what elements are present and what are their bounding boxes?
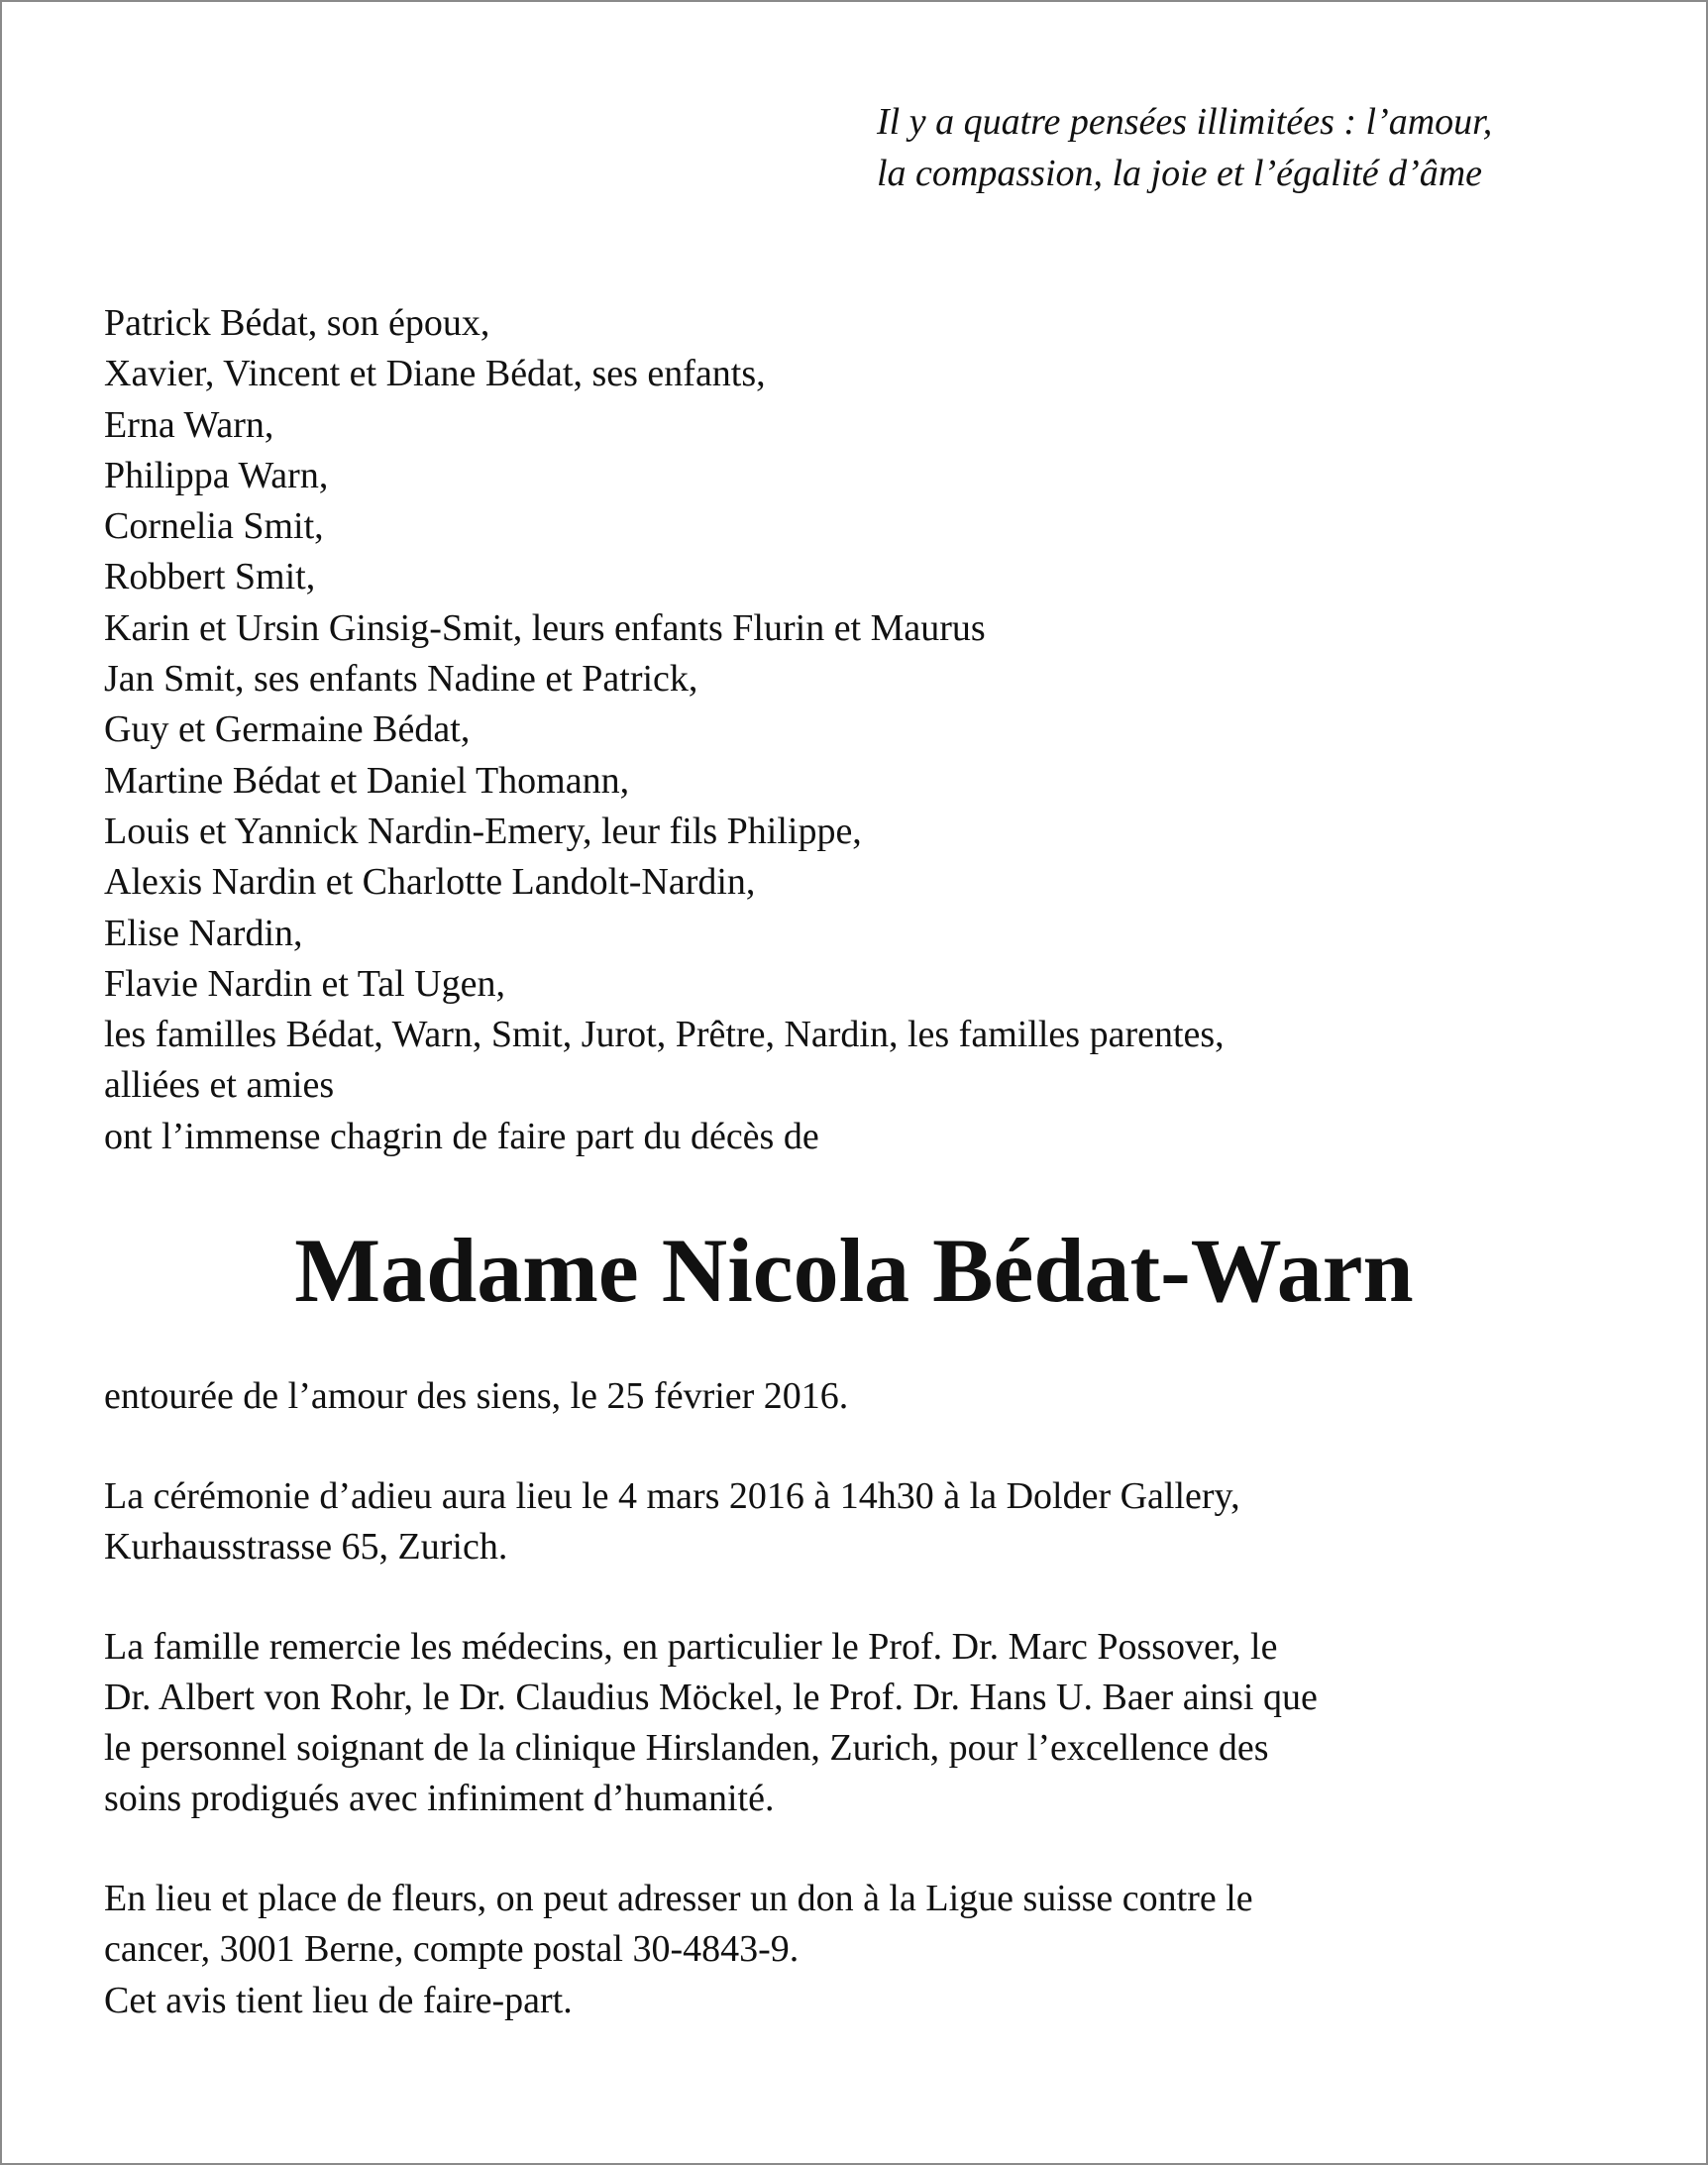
family-line: Guy et Germaine Bédat, xyxy=(104,708,471,751)
epigraph-quote xyxy=(877,96,1659,199)
family-line: alliées et amies xyxy=(104,1064,335,1107)
paragraph-line: soins prodigués avec infiniment d’humanité. xyxy=(104,1778,775,1819)
family-line: Elise Nardin, xyxy=(104,912,303,954)
family-line: Karin et Ursin Ginsig-Smit, leurs enfants Flurin et Maurus xyxy=(104,606,986,649)
paragraph-line: cancer, 3001 Berne, compte postal 30-4843-9. xyxy=(104,1928,800,1970)
family-line: Robbert Smit, xyxy=(104,556,316,598)
paragraph-line: La famille remercie les médecins, en particulier le Prof. Dr. Marc Possover, le xyxy=(104,1626,1278,1668)
family-line: Cornelia Smit, xyxy=(104,505,324,548)
family-line: Patrick Bédat, son époux, xyxy=(104,302,490,344)
paragraph-line: Cet avis tient lieu de faire-part. xyxy=(104,1980,573,2021)
epigraph-line: Il y a quatre pensées illimitées : l’amour, xyxy=(877,101,1493,143)
family-line: Flavie Nardin et Tal Ugen, xyxy=(104,962,506,1005)
family-line: les familles Bédat, Warn, Smit, Jurot, Prêtre, Nardin, les familles parentes, xyxy=(104,1014,1225,1056)
family-line: Erna Warn, xyxy=(104,403,274,446)
family-line: Xavier, Vincent et Diane Bédat, ses enfants, xyxy=(104,353,766,395)
family-line: Alexis Nardin et Charlotte Landolt-Nardin, xyxy=(104,861,756,904)
paragraph-line: La cérémonie d’adieu aura lieu le 4 mars 2016 à 14h30 à la Dolder Gallery, xyxy=(104,1475,1240,1517)
paragraph-line: Dr. Albert von Rohr, le Dr. Claudius Möckel, le Prof. Dr. Hans U. Baer ainsi que xyxy=(104,1677,1318,1718)
closing-paragraph xyxy=(104,1976,1610,2026)
paragraph-line: En lieu et place de fleurs, on peut adresser un don à la Ligue suisse contre le xyxy=(104,1878,1253,1919)
epigraph-line: la compassion, la joie et l’égalité d’âme xyxy=(877,153,1483,194)
death-date-paragraph xyxy=(104,1371,1610,1422)
family-line: Philippa Warn, xyxy=(104,454,329,496)
family-line: ont l’immense chagrin de faire part du décès de xyxy=(104,1115,819,1157)
family-line: Jan Smit, ses enfants Nadine et Patrick, xyxy=(104,658,698,701)
family-line: Martine Bédat et Daniel Thomann, xyxy=(104,759,630,802)
family-line: Louis et Yannick Nardin-Emery, leur fils Philippe, xyxy=(104,810,862,852)
paragraph-line: entourée de l’amour des siens, le 25 février 2016. xyxy=(104,1375,849,1417)
paragraph-line: Kurhausstrasse 65, Zurich. xyxy=(104,1526,508,1568)
donation-paragraph xyxy=(104,1874,1610,1975)
paragraph-line: le personnel soignant de la clinique Hirslanden, Zurich, pour l’excellence des xyxy=(104,1727,1269,1769)
family-list xyxy=(104,298,1610,1162)
thanks-paragraph xyxy=(104,1622,1610,1824)
ceremony-paragraph xyxy=(104,1471,1610,1572)
deceased-name: Madame Nicola Bédat-Warn xyxy=(294,1220,1414,1321)
